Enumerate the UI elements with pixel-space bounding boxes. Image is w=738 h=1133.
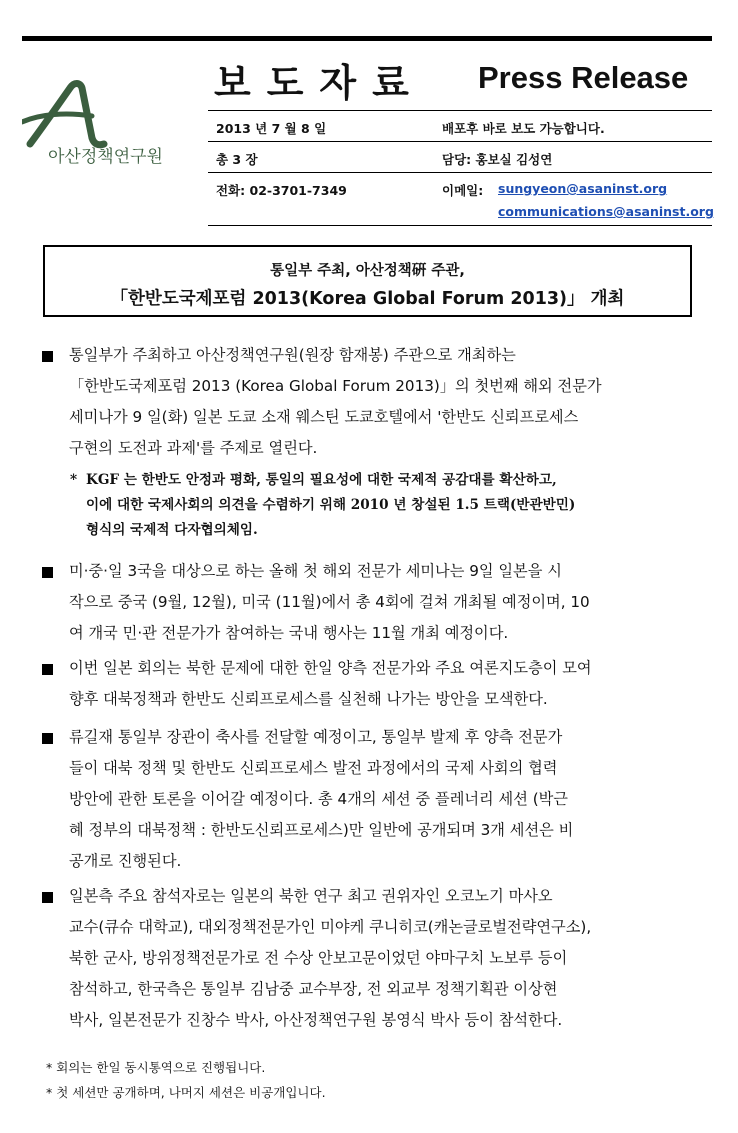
email-label: 이메일: bbox=[442, 183, 484, 198]
square-bullet-icon bbox=[42, 567, 53, 578]
paragraph-line: 류길재 통일부 장관이 축사를 전달할 예정이고, 통일부 발제 후 양측 전문가 bbox=[69, 728, 563, 746]
paragraph-line: 참석하고, 한국측은 통일부 김남중 교수부장, 전 외교부 정책기획관 이상현 bbox=[69, 980, 558, 998]
title-english: Press Release bbox=[478, 60, 689, 95]
title-korean: 보도자료 bbox=[214, 61, 425, 105]
note-line: 형식의 국제적 다자협의체임. bbox=[86, 522, 258, 538]
release-date: 2013 년 7 월 8 일 bbox=[216, 121, 327, 136]
paragraph-line: 이번 일본 회의는 북한 문제에 대한 한일 양측 전문가와 주요 여론지도층이 모여 bbox=[69, 659, 592, 677]
paragraph-line: 작으로 중국 (9월, 12월), 미국 (11월)에서 총 4회에 걸쳐 개최될 예정이며, 10 bbox=[69, 593, 590, 611]
info-table bbox=[208, 110, 712, 226]
note-asterisk: * bbox=[70, 472, 78, 488]
paragraph-line: 「한반도국제포럼 2013 (Korea Global Forum 2013)」의 첫번째 해외 전문가 bbox=[69, 377, 602, 395]
paragraph-line: 통일부가 주최하고 아산정책연구원(원장 함재봉) 주관으로 개최하는 bbox=[69, 346, 516, 364]
square-bullet-icon bbox=[42, 892, 53, 903]
email-link-communications[interactable]: communications@asaninst.org bbox=[498, 204, 714, 219]
paragraph-line: 미·중·일 3국을 대상으로 하는 올해 첫 해외 전문가 세미나는 9일 일본을 시 bbox=[69, 562, 562, 580]
paragraph-line: 북한 군사, 방위정책전문가로 전 수상 안보고문이었던 야마구치 노보루 등이 bbox=[69, 949, 568, 967]
logo-text: 아산정책연구원 bbox=[48, 147, 163, 167]
paragraph-line: 세미나가 9 일(화) 일본 도쿄 소재 웨스틴 도쿄호텔에서 '한반도 신뢰프로세스 bbox=[69, 408, 579, 426]
paragraph-line: 교수(큐슈 대학교), 대외정책전문가인 미야케 쿠니히코(캐논글로벌전략연구소), bbox=[69, 918, 592, 936]
info-row-contact bbox=[208, 172, 712, 226]
paragraph-line: 공개로 진행된다. bbox=[69, 852, 182, 870]
paragraph-line: 박사, 일본전문가 진창수 박사, 아산정책연구원 봉영식 박사 등이 참석한다. bbox=[69, 1011, 563, 1029]
paragraph-line: 일본측 주요 참석자로는 일본의 북한 연구 최고 권위자인 오코노기 마사오 bbox=[69, 887, 553, 905]
asan-logo bbox=[22, 78, 192, 178]
info-row-pages bbox=[208, 141, 712, 172]
paragraph-line: 구현의 도전과 과제'를 주제로 열린다. bbox=[69, 439, 318, 457]
headline-subtitle: 통일부 주최, 아산정책硏 주관, bbox=[270, 263, 465, 279]
asan-logo-mark-icon bbox=[22, 78, 112, 150]
square-bullet-icon bbox=[42, 733, 53, 744]
paragraph-line: 여 개국 민·관 전문가가 참여하는 국내 행사는 11월 개최 예정이다. bbox=[69, 624, 509, 642]
info-row-date bbox=[208, 110, 712, 141]
paragraph-line: 향후 대북정책과 한반도 신뢰프로세스를 실천해 나가는 방안을 모색한다. bbox=[69, 690, 548, 708]
paragraph-line: 방안에 관한 토론을 이어갈 예정이다. 총 4개의 세션 중 플레너리 세션 (박근 bbox=[69, 790, 568, 808]
phone-number: 전화: 02-3701-7349 bbox=[216, 183, 347, 198]
footnote-interpretation: * 회의는 한일 동시통역으로 진행됩니다. bbox=[46, 1060, 266, 1075]
headline-box bbox=[43, 245, 692, 317]
square-bullet-icon bbox=[42, 664, 53, 675]
paragraph-line: 들이 대북 정책 및 한반도 신뢰프로세스 발전 과정에서의 국제 사회의 협력 bbox=[69, 759, 558, 777]
paragraph-line: 혜 정부의 대북정책 : 한반도신뢰프로세스)만 일반에 공개되며 3개 세션은 비 bbox=[69, 821, 574, 839]
note-line: 이에 대한 국제사회의 의견을 수렴하기 위해 2010 년 창설된 1.5 트랙(반관반민) bbox=[86, 497, 576, 513]
contact-person: 담당: 홍보실 김성연 bbox=[442, 152, 553, 167]
square-bullet-icon bbox=[42, 351, 53, 362]
page-count: 총 3 장 bbox=[216, 152, 258, 167]
email-link-sungyeon[interactable]: sungyeon@asaninst.org bbox=[498, 181, 668, 196]
top-rule bbox=[22, 36, 712, 41]
release-timing: 배포후 바로 보도 가능합니다. bbox=[442, 121, 605, 136]
headline-title: 「한반도국제포럼 2013(Korea Global Forum 2013)」 개최 bbox=[110, 289, 625, 309]
footnote-session: * 첫 세션만 공개하며, 나머지 세션은 비공개입니다. bbox=[46, 1085, 326, 1100]
note-line: KGF 는 한반도 안정과 평화, 통일의 필요성에 대한 국제적 공감대를 확산하고, bbox=[86, 472, 557, 488]
